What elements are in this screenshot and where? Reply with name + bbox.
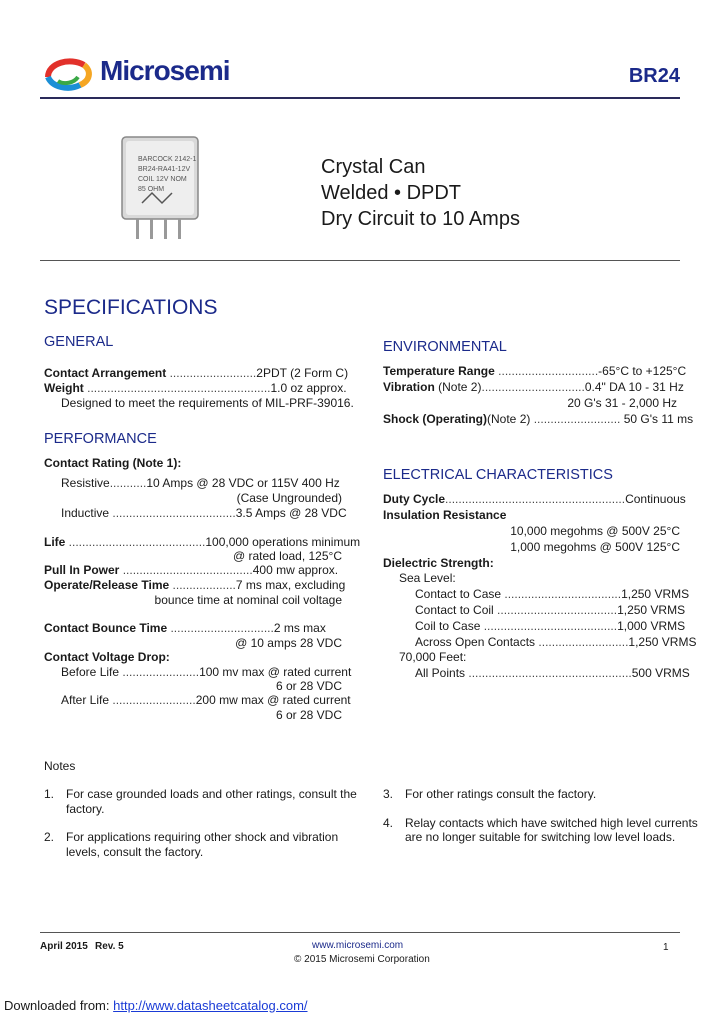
relay-label-4: 85 OHM	[138, 186, 165, 193]
all-points-row: All Points .................................................500 VRMS	[415, 666, 690, 680]
voltage-drop-label: Contact Voltage Drop:	[44, 650, 170, 664]
footer-copyright: © 2015 Microsemi Corporation	[294, 954, 430, 965]
after-life-row: After Life .........................200 mw max @ rated current	[61, 693, 351, 707]
title-line-1: Crystal Can	[321, 156, 426, 178]
insulation-line-2: 1,000 megohms @ 500V 125°C	[510, 540, 680, 554]
vibration-row: Vibration (Note 2)...............................0.4" DA 10 - 31 Hz	[383, 380, 684, 394]
note-4-num: 4.	[383, 816, 394, 830]
mil-spec-note: Designed to meet the requirements of MIL-PRF-39016.	[61, 396, 354, 410]
insulation-label: Insulation Resistance	[383, 508, 507, 522]
note-1-num: 1.	[44, 787, 55, 801]
part-number: BR24	[628, 65, 680, 87]
note-3-num: 3.	[383, 787, 394, 801]
note-3-line-1: For other ratings consult the factory.	[405, 787, 597, 801]
duty-cycle-row: Duty Cycle......................................................Continuous	[383, 492, 686, 506]
header-divider	[40, 97, 680, 99]
note-1-line-1: For case grounded loads and other ratings, consult the	[66, 787, 357, 801]
relay-label-2: BR24-RA41-12V	[138, 166, 191, 173]
footer-website-link[interactable]: www.microsemi.com	[312, 940, 404, 951]
footer-page-number: 1	[663, 942, 669, 953]
after-life-cont: 6 or 28 VDC	[275, 708, 342, 722]
general-heading: GENERAL	[44, 334, 114, 350]
note-2-line-1: For applications requiring other shock and vibration	[66, 830, 339, 844]
inductive-row: Inductive .....................................3.5 Amps @ 28 VDC	[61, 506, 347, 520]
contact-rating-label: Contact Rating (Note 1):	[44, 456, 182, 470]
operate-release-row: Operate/Release Time ...................7 ms max, excluding	[44, 578, 346, 592]
relay-label-1: BARCOCK 2142-1	[138, 156, 197, 163]
contact-to-coil-row: Contact to Coil ....................................1,250 VRMS	[415, 603, 686, 617]
weight-row: Weight .......................................................1.0 oz approx.	[44, 381, 347, 395]
contact-arrangement-value: 2PDT (2 Form C)	[256, 366, 349, 380]
temperature-row: Temperature Range ..............................-65°C to +125°C	[383, 364, 687, 378]
contact-arrangement-label: Contact Arrangement	[44, 366, 167, 380]
weight-value: 1.0 oz approx.	[270, 381, 347, 395]
note-4-line-2: are no longer suitable for switching low level loads.	[405, 830, 676, 844]
note-4-line-1: Relay contacts which have switched high level currents	[405, 816, 698, 830]
contact-bounce-cont: @ 10 amps 28 VDC	[235, 636, 342, 650]
vibration-cont: 20 G's 31 - 2,000 Hz	[567, 396, 677, 410]
weight-label: Weight	[44, 381, 84, 395]
note-1-line-2: factory.	[66, 802, 105, 816]
operate-release-cont: bounce time at nominal coil voltage	[154, 593, 342, 607]
life-cont: @ rated load, 125°C	[232, 549, 342, 563]
note-2-line-2: levels, consult the factory.	[66, 845, 204, 859]
pull-in-row: Pull In Power .......................................400 mw approx.	[44, 563, 339, 577]
resistive-cont: (Case Ungrounded)	[236, 491, 342, 505]
downloaded-from	[4, 998, 308, 1013]
electrical-heading: ELECTRICAL CHARACTERISTICS	[383, 467, 613, 483]
life-row: Life .........................................100,000 operations minimum	[44, 535, 361, 549]
title-line-3: Dry Circuit to 10 Amps	[321, 208, 520, 230]
downloaded-label: Downloaded from:	[4, 998, 110, 1013]
sea-level-label: Sea Level:	[399, 571, 456, 585]
environmental-heading: ENVIRONMENTAL	[383, 339, 507, 355]
product-title	[321, 154, 520, 232]
contact-arrangement-row: Contact Arrangement ..........................2PDT (2 Form C)	[44, 366, 349, 380]
shock-row: Shock (Operating)(Note 2) .......................... 50 G's 11 ms	[383, 412, 694, 426]
performance-heading: PERFORMANCE	[44, 431, 157, 447]
note-2-num: 2.	[44, 830, 55, 844]
contact-to-case-row: Contact to Case ...................................1,250 VRMS	[415, 587, 690, 601]
title-line-2: Welded • DPDT	[321, 182, 462, 204]
relay-label-3: COIL 12V NOM	[138, 176, 187, 183]
coil-to-case-row: Coil to Case ........................................1,000 VRMS	[415, 619, 686, 633]
microsemi-logo	[44, 53, 264, 93]
altitude-label: 70,000 Feet:	[399, 650, 467, 664]
microsemi-swirl-icon	[44, 57, 96, 91]
section-divider	[40, 260, 680, 261]
specifications-heading: SPECIFICATIONS	[44, 296, 218, 319]
across-open-row: Across Open Contacts ...........................1,250 VRMS	[415, 635, 697, 649]
footer-rev: Rev. 5	[95, 941, 124, 952]
resistive-row: Resistive...........10 Amps @ 28 VDC or 115V 400 Hz	[61, 476, 340, 490]
downloaded-url-link[interactable]: http://www.datasheetcatalog.com/	[113, 998, 308, 1013]
footer-divider	[40, 932, 680, 933]
contact-bounce-row: Contact Bounce Time ...............................2 ms max	[44, 621, 326, 635]
before-life-cont: 6 or 28 VDC	[275, 679, 342, 693]
brand-name: Microsemi	[100, 55, 230, 86]
footer-date: April 2015	[40, 941, 88, 952]
dielectric-label: Dielectric Strength:	[383, 556, 494, 570]
notes-heading: Notes	[44, 759, 76, 773]
before-life-row: Before Life .......................100 mv max @ rated current	[61, 665, 352, 679]
insulation-line-1: 10,000 megohms @ 500V 25°C	[510, 524, 680, 538]
relay-image	[120, 133, 200, 241]
